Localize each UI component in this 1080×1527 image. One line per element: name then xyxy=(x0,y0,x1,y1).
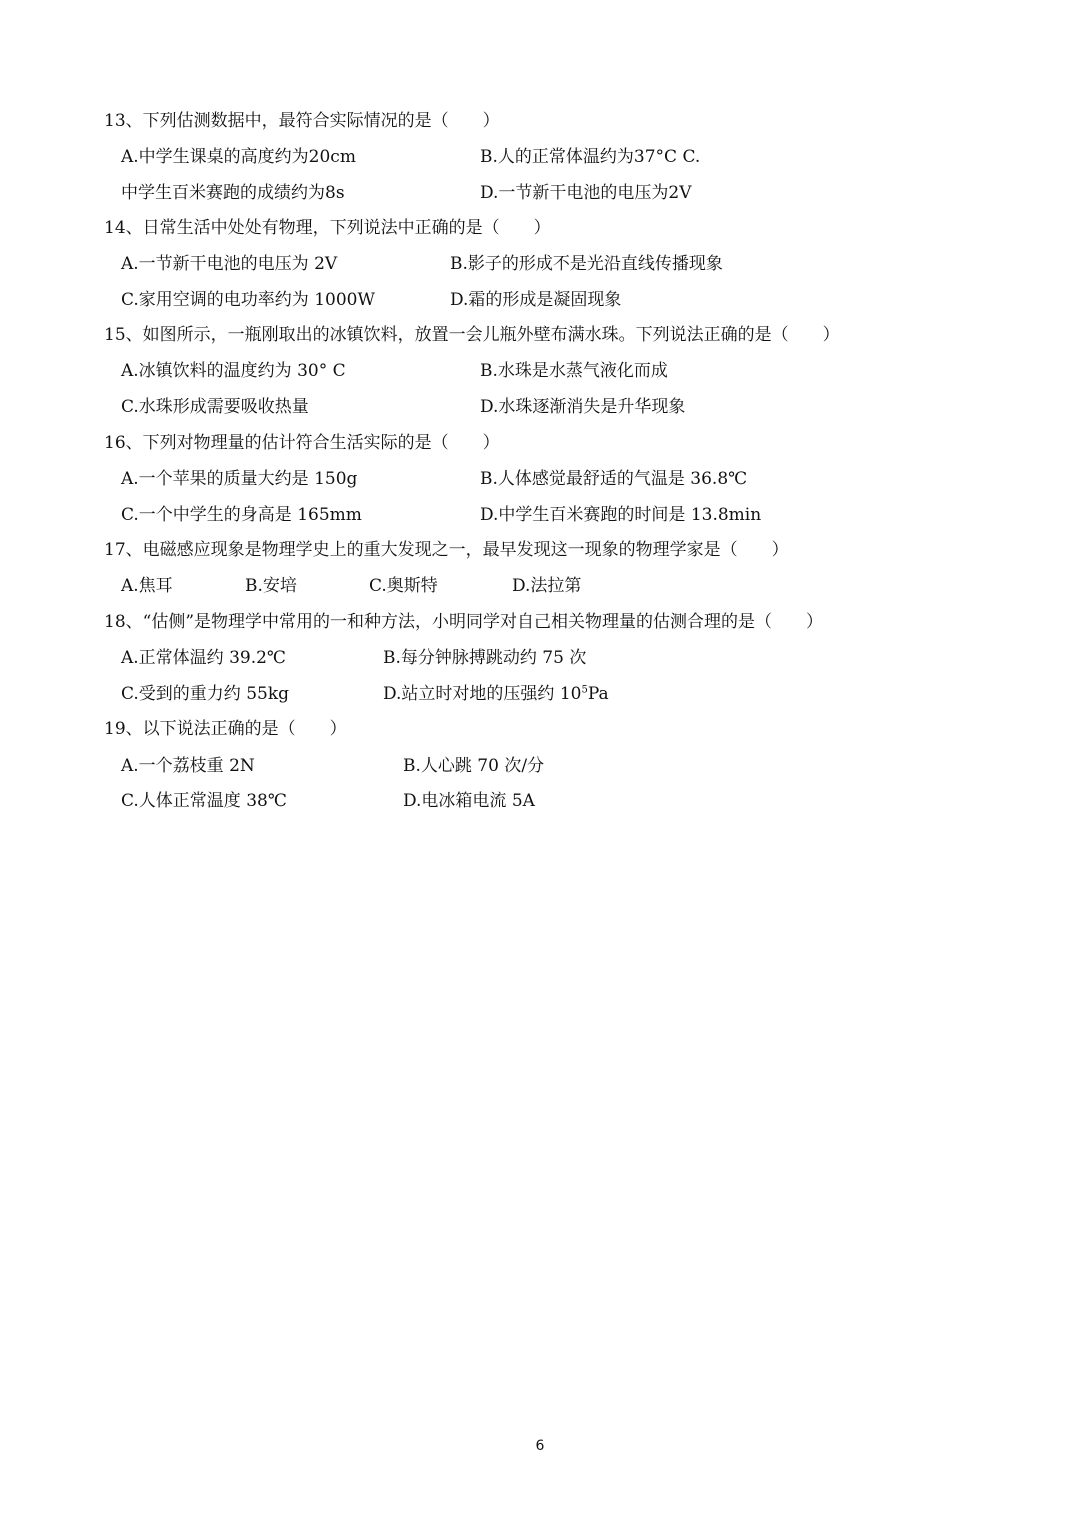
question-15-stem: 15、如图所示，一瓶刚取出的冰镇饮料，放置一会儿瓶外壁布满水珠。下列说法正确的是（ ） xyxy=(104,325,840,345)
question-15-option-c: C.水珠形成需要吸收热量 xyxy=(121,397,309,417)
question-19-option-a: A.一个荔枝重 2N xyxy=(121,756,255,776)
page-number: 6 xyxy=(535,1438,545,1454)
question-17-option-b: B.安培 xyxy=(245,576,297,596)
question-16-option-a: A.一个苹果的质量大约是 150g xyxy=(121,469,358,489)
question-18-option-c: C.受到的重力约 55kg xyxy=(121,684,290,704)
question-19-option-d: D.电冰箱电流 5A xyxy=(403,791,535,811)
question-15-option-d: D.水珠逐渐消失是升华现象 xyxy=(480,397,686,417)
question-16-option-c: C.一个中学生的身高是 165mm xyxy=(121,505,362,525)
question-19-option-b: B.人心跳 70 次/分 xyxy=(403,756,545,776)
question-13-option-c: 中学生百米赛跑的成绩约为8s xyxy=(121,183,345,203)
question-18-option-d-unit: Pa xyxy=(587,684,609,704)
question-17-stem: 17、电磁感应现象是物理学史上的重大发现之一，最早发现这一现象的物理学家是（ ） xyxy=(104,540,789,560)
question-16-option-d: D.中学生百米赛跑的时间是 13.8min xyxy=(480,505,762,525)
question-18-option-d-exponent: 5 xyxy=(581,684,588,696)
question-13-option-b: B.人的正常体温约为37°C C. xyxy=(480,147,701,167)
question-15-option-a: A.冰镇饮料的温度约为 30° C xyxy=(121,361,346,381)
question-13-stem: 13、下列估测数据中，最符合实际情况的是（ ） xyxy=(104,111,500,131)
question-19-option-c: C.人体正常温度 38℃ xyxy=(121,791,287,811)
question-18-option-b: B.每分钟脉搏跳动约 75 次 xyxy=(383,648,587,668)
question-18-option-a: A.正常体温约 39.2℃ xyxy=(121,648,286,668)
question-17-option-d: D.法拉第 xyxy=(512,576,582,596)
question-16-option-b: B.人体感觉最舒适的气温是 36.8℃ xyxy=(480,469,748,489)
question-16-stem: 16、下列对物理量的估计符合生活实际的是（ ） xyxy=(104,433,500,453)
question-18-option-d-text: D.站立时对地的压强约 10 xyxy=(383,684,582,704)
question-19-stem: 19、以下说法正确的是（ ） xyxy=(104,719,347,739)
question-14-option-d: D.霜的形成是凝固现象 xyxy=(450,290,622,310)
question-18-option-d xyxy=(383,683,609,705)
question-18-stem: 18、“估侧”是物理学中常用的一和种方法，小明同学对自己相关物理量的估测合理的是（ ） xyxy=(104,612,824,632)
question-13-option-d: D.一节新干电池的电压为2V xyxy=(480,183,692,203)
question-17-option-c: C.奥斯特 xyxy=(369,576,438,596)
question-15-option-b: B.水珠是水蒸气液化而成 xyxy=(480,361,668,381)
question-14-option-c: C.家用空调的电功率约为 1000W xyxy=(121,290,375,310)
question-14-option-b: B.影子的形成不是光沿直线传播现象 xyxy=(450,254,723,274)
question-17-option-a: A.焦耳 xyxy=(121,576,173,596)
question-14-option-a: A.一节新干电池的电压为 2V xyxy=(121,254,338,274)
question-14-stem: 14、日常生活中处处有物理，下列说法中正确的是（ ） xyxy=(104,218,551,238)
question-13-option-a: A.中学生课桌的高度约为20cm xyxy=(121,147,356,167)
